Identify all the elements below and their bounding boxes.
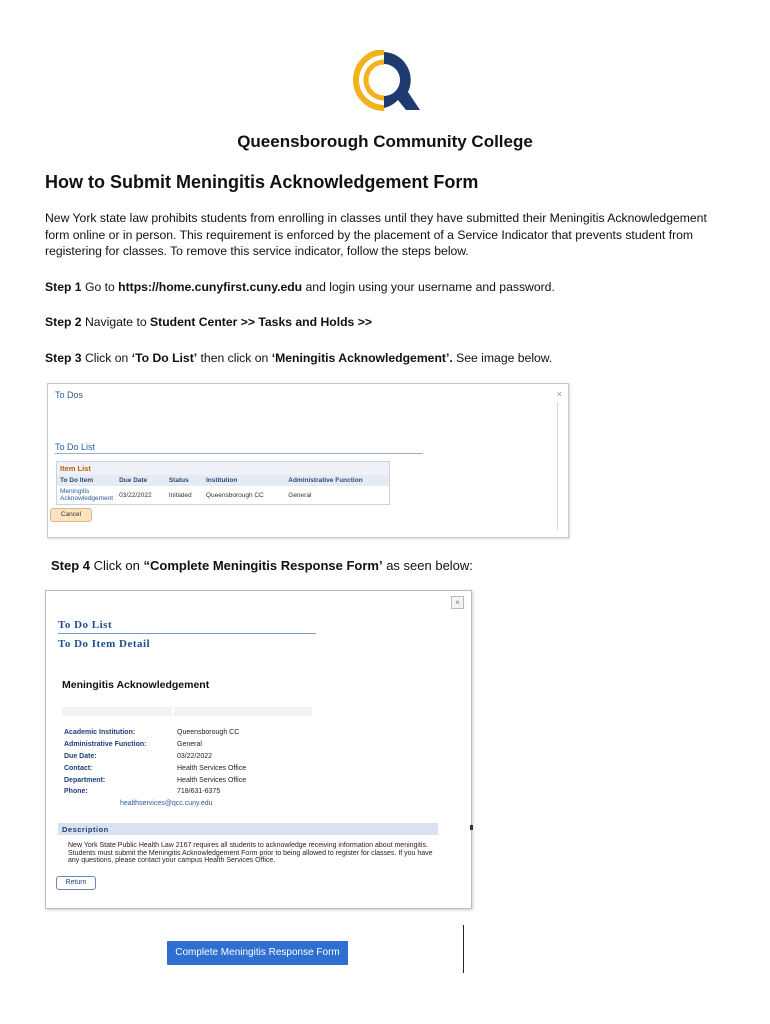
description-label: Description — [62, 825, 109, 834]
vertical-rule — [463, 925, 464, 973]
cell-status: Initiated — [168, 491, 192, 499]
divider — [58, 633, 316, 634]
label-contact: Contact: — [64, 765, 93, 772]
col-todo-item: To Do Item — [57, 475, 116, 486]
step-4-pre: Click on — [90, 558, 144, 573]
todos-header: To Dos — [55, 390, 84, 400]
step-2-label: Step 2 — [45, 315, 82, 329]
cunyfirst-url[interactable]: https://home.cunyfirst.cuny.edu — [118, 280, 303, 294]
cell-due-date: 03/22/2022 — [119, 491, 152, 499]
value-contact: Health Services Office — [177, 765, 247, 772]
step-1-pre: Go to — [81, 280, 119, 294]
qcc-logo-icon — [350, 50, 422, 112]
value-department: Health Services Office — [177, 777, 247, 784]
cell-institution: Queensborough CC — [205, 491, 264, 499]
value-due-date: 03/22/2022 — [177, 753, 213, 760]
divider — [55, 453, 423, 454]
col-admin-function: Administrative Function — [285, 475, 389, 486]
meningitis-acknowledgement-link[interactable]: Meningitis Acknowledgement — [60, 488, 114, 502]
step-3 — [45, 351, 552, 365]
label-admin-function: Administrative Function: — [64, 741, 147, 748]
todo-list-heading: To Do List — [58, 619, 113, 631]
label-phone: Phone: — [64, 788, 88, 795]
label-due-date: Due Date: — [64, 753, 97, 760]
complete-meningitis-response-form-button[interactable]: Complete Meningitis Response Form — [167, 941, 348, 965]
todos-screenshot — [47, 383, 569, 538]
step-2-path: Student Center >> Tasks and Holds >> — [150, 315, 372, 329]
step-2 — [45, 315, 372, 329]
scroll-marker — [470, 825, 473, 830]
step-3-meningitis: ‘Meningitis Acknowledgement’. — [271, 351, 453, 365]
close-icon[interactable]: × — [451, 596, 464, 609]
cell-admin-function: General — [288, 491, 312, 499]
cancel-button[interactable]: Cancel — [50, 508, 92, 522]
step-4-post: as seen below: — [382, 558, 473, 573]
col-due-date: Due Date — [116, 475, 166, 486]
step-3-mid: then click on — [197, 351, 272, 365]
step-4-label: Step 4 — [51, 558, 91, 573]
step-3-label: Step 3 — [45, 351, 82, 365]
step-1 — [45, 280, 555, 294]
todo-item-detail-screenshot — [45, 590, 472, 909]
header-bar — [62, 707, 172, 716]
email-link[interactable]: healthservices@qcc.cuny.edu — [120, 800, 213, 807]
item-list-table — [57, 475, 389, 504]
college-name: Queensborough Community College — [237, 132, 533, 151]
col-status: Status — [166, 475, 203, 486]
item-list-title: Item List — [57, 462, 389, 475]
step-4 — [51, 558, 473, 573]
label-department: Department: — [64, 777, 106, 784]
step-4-form: “Complete Meningitis Response Form’ — [143, 558, 383, 573]
todo-list-heading: To Do List — [55, 442, 96, 452]
value-admin-function: General — [177, 741, 202, 748]
step-3-pre: Click on — [81, 351, 132, 365]
return-button[interactable]: Return — [56, 876, 96, 890]
col-institution: Institution — [203, 475, 285, 486]
item-list-grid — [56, 461, 390, 505]
value-phone: 718/631-6375 — [177, 788, 221, 795]
page-title: How to Submit Meningitis Acknowledgement Form — [45, 172, 479, 192]
description-bar — [58, 823, 438, 835]
scrollbar-track — [557, 402, 558, 530]
step-3-todo: ‘To Do List’ — [131, 351, 198, 365]
meningitis-heading: Meningitis Acknowledgement — [62, 679, 210, 691]
description-text: New York State Public Health Law 2167 requires all students to acknowledge receiving information about meningitis. Students must submit the Meningitis Acknowledgement Form prior to being allowed to register for classes. If you have any questions, please contact your campus Health Services Office. — [68, 842, 433, 865]
todo-item-detail-heading: To Do Item Detail — [58, 638, 151, 650]
table-row — [57, 486, 389, 504]
step-1-post: and login using your username and password. — [302, 280, 555, 294]
step-2-pre: Navigate to — [81, 315, 151, 329]
header-bar — [174, 707, 312, 716]
value-academic-institution: Queensborough CC — [177, 729, 240, 736]
label-academic-institution: Academic Institution: — [64, 729, 136, 736]
intro-paragraph: New York state law prohibits students from enrolling in classes until they have submitted their Meningitis Acknowledgement form online or in person. This requirement is enforced by the placement of a Service Indicator that prevents student from registering for classes. To remove this service indicator, follow the steps below. — [45, 211, 707, 258]
step-1-label: Step 1 — [45, 280, 82, 294]
step-3-post: See image below. — [452, 351, 553, 365]
close-icon[interactable]: × — [556, 389, 562, 399]
